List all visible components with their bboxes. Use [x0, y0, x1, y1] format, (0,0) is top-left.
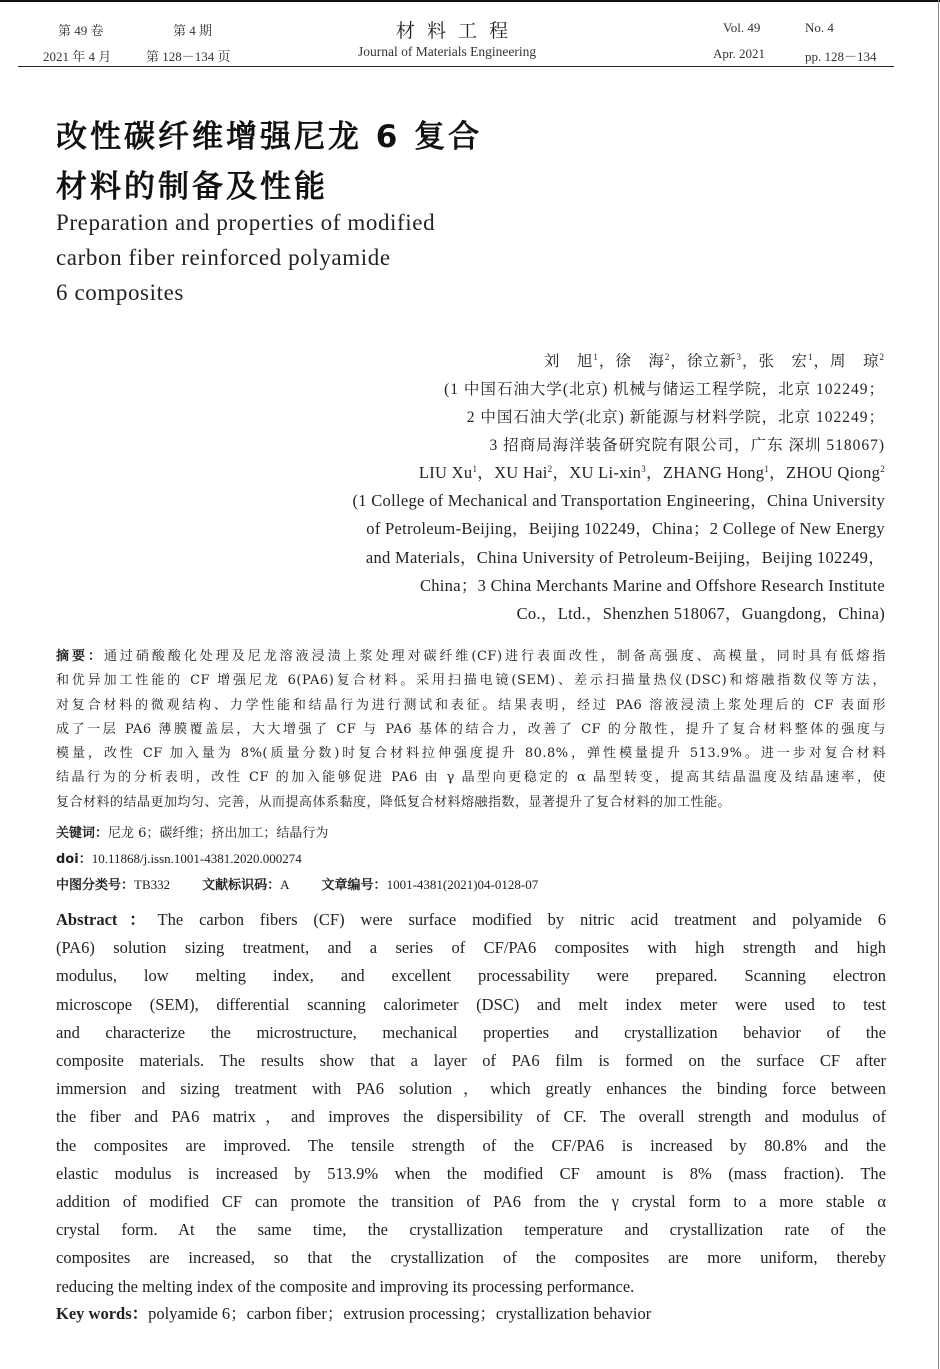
abstract-cn-line: 结晶行为的分析表明，改性 CF 的加入能够促进 PA6 由 γ 晶型向更稳定的 α 晶型转变，提高其结晶温度及结晶速率，使 — [56, 770, 886, 786]
abstract-en-line: composite materials. The results show that a layer of PA6 film is formed on the surface CF after — [56, 1051, 886, 1071]
running-header — [18, 14, 894, 66]
header-rule — [18, 66, 894, 67]
affiliation-marker: 3 — [641, 464, 646, 474]
keywords-cn-value: 尼龙 6；碳纤维；挤出加工；结晶行为 — [108, 826, 329, 841]
doi-value[interactable]: 10.11868/j.issn.1001-4381.2020.000274 — [91, 851, 302, 866]
header-journal-cn: 材料工程 — [396, 21, 521, 42]
header-date-cn: 2021 年 4 月 — [43, 49, 112, 64]
author-name: 周 琼 — [829, 353, 880, 370]
affiliation-marker: 3 — [736, 352, 742, 362]
header-pages-en: pp. 128－134 — [805, 49, 877, 64]
abstract-en-line: modulus, low melting index, and excellent processability were prepared. Scanning electron — [56, 966, 886, 986]
article-no-value: 1001-4381(2021)04-0128-07 — [386, 877, 539, 892]
keywords-en-label: Key words： — [56, 1304, 149, 1323]
author-name: 徐 海 — [615, 353, 665, 370]
header-pages-cn: 第 128－134 页 — [146, 49, 231, 64]
abstract-cn-line: 模量，改性 CF 加入量为 8%(质量分数)时复合材料拉伸强度提升 80.8%，弹性模量提升 513.9%。进一步对复合材料 — [56, 746, 886, 762]
affiliation-en-line: (1 College of Mechanical and Transportation Engineering，China University — [352, 491, 885, 511]
affiliation-marker: 2 — [879, 352, 885, 362]
affiliation-cn-line: 2 中国石油大学(北京) 新能源与材料学院，北京 102249； — [466, 409, 885, 426]
title-en-line: 6 composites — [56, 280, 184, 305]
header-journal-en: Journal of Materials Engineering — [358, 44, 537, 59]
author-name: 张 宏 — [758, 353, 808, 370]
abstract-en-line: reducing the melting index of the composite and improving its processing performance. — [56, 1276, 635, 1296]
abstract-en-line: composites are increased, so that the crystallization of the composites are more uniform, thereby — [56, 1248, 886, 1268]
abstract-cn-line — [56, 645, 886, 669]
abstract-cn-text: 通过硝酸酸化处理及尼龙溶液浸渍上浆处理对碳纤维(CF)进行表面改性，制备高强度、高模量，同时具有低熔指 — [103, 649, 886, 664]
title-en-line: Preparation and properties of modified — [56, 210, 436, 235]
affiliation-marker: 1 — [764, 464, 770, 474]
affiliation-marker: 2 — [880, 464, 885, 474]
abstract-en-line: the composites are improved. The tensile strength of the CF/PA6 is increased by 80.8% and the — [56, 1135, 886, 1155]
abstract-en-line: the fiber and PA6 matrix，and improves the dispersibility of CF. The overall strength and modulus of — [56, 1107, 886, 1127]
authors-cn — [185, 343, 885, 460]
abstract-en-label: Abstract： — [56, 910, 158, 929]
abstract-cn-line: 成了一层 PA6 薄膜覆盖层，大大增强了 CF 与 PA6 基体的结合力，改善了 CF 的分散性，提升了复合材料整体的强度与 — [56, 721, 886, 737]
affiliation-cn-line: 3 招商局海洋装备研究院有限公司，广东 深圳 518067) — [489, 437, 885, 454]
clc-label: 中图分类号： — [56, 878, 135, 893]
doi-label: doi： — [56, 852, 92, 867]
author-name: 徐立新 — [686, 353, 737, 370]
author-names-cn: 刘 旭$^1$，徐 海$^2$，徐立新$^3$，张 宏$^1$，周 琼$^2$ — [543, 352, 885, 370]
title-cn — [56, 112, 576, 212]
author-name: 刘 旭 — [543, 353, 594, 370]
author-name: ZHANG Hong — [662, 463, 765, 482]
author-name: LIU Xu — [418, 463, 473, 482]
abstract-en — [56, 906, 886, 1301]
affiliation-marker: 1 — [807, 352, 814, 362]
author-name: ZHOU Qiong — [785, 463, 881, 482]
header-issue-en: No. 4 — [805, 20, 834, 35]
abstract-en-line: and characterize the microstructure, mechanical properties and crystallization behavior of the — [56, 1022, 886, 1042]
doc-code-value: A — [280, 877, 290, 892]
abstract-en-line: microscope (SEM), differential scanning calorimeter (DSC) and melt index meter were used to test — [56, 994, 886, 1014]
doi — [56, 848, 886, 867]
classification-info — [56, 874, 886, 893]
affiliation-marker: 1 — [472, 464, 478, 474]
keywords-cn — [56, 822, 886, 841]
abstract-cn-line: 对复合材料的微观结构、力学性能和结晶行为进行测试和表征。结果表明，经过 PA6 溶液浸渍上浆处理后的 CF 表面形 — [56, 697, 886, 713]
abstract-cn-line: 复合材料的结晶更加均匀、完善，从而提高体系黏度，降低复合材料熔融指数，显著提升了复合材料的加工性能。 — [56, 794, 732, 810]
authors-en — [185, 455, 885, 628]
page-top-border — [0, 0, 940, 2]
header-volume-en: Vol. 49 — [723, 20, 761, 35]
affiliation-marker: 2 — [664, 352, 671, 362]
doc-code-label: 文献标识码： — [202, 878, 281, 893]
title-cn-line: 材料的制备及性能 — [56, 169, 328, 205]
affiliation-en-line: of Petroleum-Beijing，Beijing 102249，China；2 College of New Energy — [366, 519, 885, 539]
header-issue-cn: 第 4 期 — [173, 23, 213, 38]
affiliation-en-line: Co.，Ltd.，Shenzhen 518067，Guangdong，China) — [516, 604, 885, 624]
abstract-en-line: elastic modulus is increased by 513.9% when the modified CF amount is 8% (mass fraction). The — [56, 1163, 886, 1183]
abstract-en-line: addition of modified CF can promote the transition of PA6 from the γ crystal form to a more stable α — [56, 1192, 886, 1212]
author-name: XU Li-xin — [569, 463, 642, 482]
title-en-line: carbon fiber reinforced polyamide — [56, 245, 391, 270]
abstract-en-line — [56, 906, 886, 934]
article-no-label: 文章编号： — [321, 878, 387, 893]
affiliation-en-line: China；3 China Merchants Marine and Offshore Research Institute — [419, 575, 885, 595]
keywords-en-value: polyamide 6；carbon fiber；extrusion processing；crystallization behavior — [148, 1304, 652, 1323]
author-name: XU Hai — [494, 463, 548, 482]
keywords-en — [56, 1300, 886, 1324]
keywords-cn-label: 关键词： — [56, 826, 109, 841]
abstract-en-text: The carbon fibers (CF) were surface modified by nitric acid treatment and polyamide 6 — [157, 910, 886, 929]
affiliation-cn-line: (1 中国石油大学(北京) 机械与储运工程学院，北京 102249； — [444, 381, 885, 398]
title-en — [56, 205, 576, 310]
affiliation-marker: 1 — [593, 352, 599, 362]
header-volume-cn: 第 49 卷 — [58, 23, 104, 38]
header-date-en: Apr. 2021 — [713, 46, 765, 61]
affiliation-en-line: and Materials，China University of Petroleum-Beijing，Beijing 102249， — [365, 547, 885, 567]
abstract-en-line: crystal form. At the same time, the crystallization temperature and crystallization rate of the — [56, 1220, 886, 1240]
title-cn-line: 改性碳纤维增强尼龙 6 复合 — [56, 119, 483, 155]
abstract-cn — [56, 645, 886, 815]
author-names-en: LIU Xu$^1$，XU Hai$^2$，XU Li-xin$^3$，ZHANG Hong$^1$，ZHOU Qiong$^2$ — [418, 463, 885, 482]
abstract-cn-line: 和优异加工性能的 CF 增强尼龙 6(PA6)复合材料。采用扫描电镜(SEM)、差示扫描量热仪(DSC)和熔融指数仪等方法， — [56, 673, 886, 689]
abstract-en-line: (PA6) solution sizing treatment, and a series of CF/PA6 composites with high strength and high — [56, 938, 886, 958]
abstract-cn-label: 摘要： — [56, 649, 104, 664]
affiliation-marker: 2 — [547, 464, 553, 474]
page-right-border — [938, 0, 939, 1369]
clc-value: TB332 — [134, 877, 171, 892]
abstract-en-line: immersion and sizing treatment with PA6 solution，which greatly enhances the binding force between — [56, 1079, 886, 1099]
